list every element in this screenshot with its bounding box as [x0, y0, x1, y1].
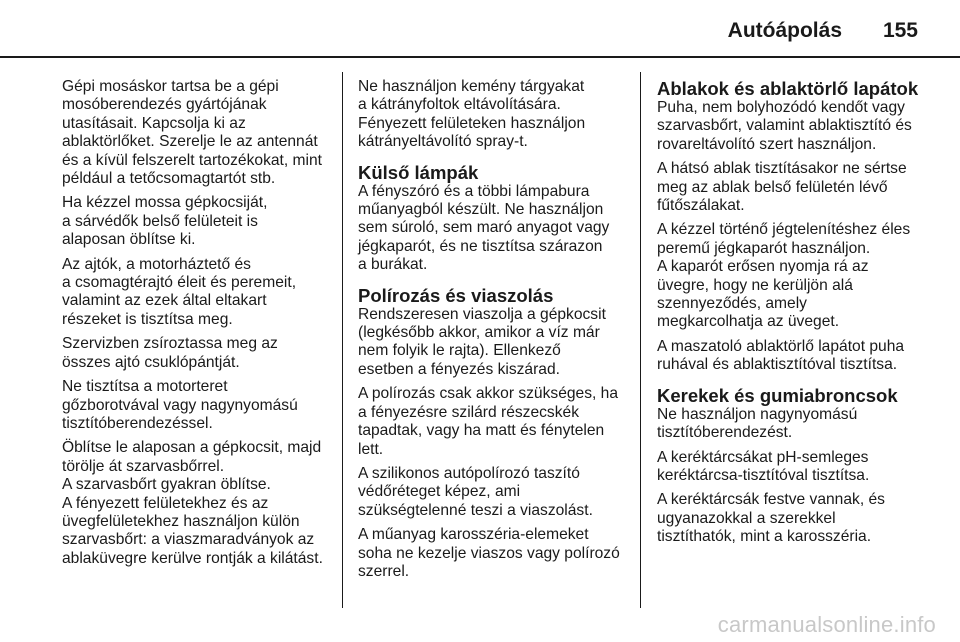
text-line: Öblítse le alaposan a gépkocsit, majd [62, 439, 322, 457]
text-line: A kézzel történő jégtelenítéshez éles [657, 221, 911, 239]
text-line: valamint az ezek által eltakart [62, 292, 267, 310]
text-line: Ne tisztítsa a motorteret [62, 378, 228, 396]
text-line: megkarcolhatja az üveget. [657, 313, 840, 331]
text-line: ugyanazokkal a szerekkel [657, 509, 836, 527]
text-line: tisztíthatók, mint a karosszéria. [657, 528, 872, 546]
text-line: jégkaparót, és ne tisztítsa szárazon [358, 237, 603, 255]
page-title: Autóápolás [727, 19, 842, 42]
text-line: A keréktárcsák festve vannak, és [657, 491, 885, 509]
paragraph [62, 78, 338, 188]
column-divider [640, 72, 641, 608]
paragraph [657, 99, 927, 154]
text-line: A szarvasbőrt gyakran öblítse. [62, 476, 271, 494]
text-line: A keréktárcsákat pH-semleges [657, 448, 869, 466]
column-3 [657, 78, 927, 553]
section-heading: Kerekek és gumiabroncsok [657, 384, 898, 406]
paragraph [657, 449, 927, 486]
text-line: szükségtelenné teszi a viaszolást. [358, 501, 593, 519]
text-line: gőzborotvával vagy nagynyomású [62, 396, 298, 414]
paragraph [358, 78, 628, 152]
text-line: összes ajtó csuklópántját. [62, 353, 240, 371]
text-line: törölje át szarvasbőrrel. [62, 457, 225, 475]
paragraph [657, 160, 927, 215]
text-line: soha ne kezelje viaszos vagy polírozó [358, 544, 620, 562]
column-divider [342, 72, 343, 608]
text-line: Ne használjon kemény tárgyakat [358, 78, 585, 95]
paragraph [62, 194, 338, 249]
text-line: műanyagból készült. Ne használjon [358, 201, 604, 219]
text-line: Ha kézzel mossa gépkocsiját, [62, 194, 268, 212]
text-line: lett. [358, 440, 384, 458]
text-line: Fényezett felületeken használjon [358, 114, 586, 132]
text-line: ablaktörlőket. Szerelje le az antennát [62, 133, 318, 151]
page-number: 155 [882, 19, 918, 42]
section-heading: Ablakok és ablaktörlő lapátok [657, 78, 919, 99]
text-line: Rendszeresen viaszolja a gépkocsit [358, 305, 606, 323]
paragraph [657, 338, 927, 375]
text-line: (legkésőbb akkor, amikor a víz már [358, 324, 600, 342]
paragraph [62, 256, 338, 330]
text-line: és a kívül felszerelt tartozékokat, mint [62, 151, 322, 169]
text-line: üvegfelületekhez használjon külön [62, 512, 300, 530]
text-line: A kaparót erősen nyomja rá az [657, 258, 869, 276]
paragraph [62, 378, 338, 433]
section-heading: Külső lámpák [358, 161, 479, 183]
text-line: sem súroló, sem maró anyagot vagy [358, 219, 610, 237]
text-line: A fényszóró és a többi lámpabura [358, 182, 590, 200]
text-line: A hátsó ablak tisztításakor ne sértse [657, 160, 907, 178]
text-line: a sárvédők belső felületeit is [62, 212, 258, 230]
text-line: tisztítóberendezéssel. [62, 414, 213, 432]
text-line: ruhával és ablaktisztítóval tisztítsa. [657, 356, 898, 374]
watermark: carmanualsonline.info [717, 612, 936, 637]
text-line: Szervizben zsíroztassa meg az [62, 335, 278, 353]
text-line: a fényezésre szilárd részecskék [358, 403, 580, 421]
paragraph [62, 439, 338, 568]
text-line: szarvasbőrt: a viaszmaradványok az [62, 531, 315, 549]
paragraph [358, 183, 628, 275]
text-line: a burákat. [358, 256, 428, 274]
text-line: meg az ablak belső felületén lévő [657, 178, 888, 196]
section-heading: Polírozás és viaszolás [358, 284, 554, 306]
header-divider [0, 56, 960, 58]
text-line: esetben a fényezés kiszárad. [358, 360, 560, 378]
paragraph [657, 221, 927, 331]
text-line: védőréteget képez, ami [358, 483, 521, 501]
paragraph [358, 465, 628, 520]
text-line: alaposan öblítse ki. [62, 231, 196, 249]
text-line: tapadtak, vagy ha matt és fénytelen [358, 422, 605, 440]
text-line: szarvasbőrt, valamint ablaktisztító és [657, 117, 912, 135]
text-line: A szilikonos autópolírozó taszító [358, 464, 580, 482]
text-line: szerrel. [358, 562, 410, 580]
text-line: például a tetőcsomagtartót stb. [62, 170, 276, 188]
text-line: részeket is tisztítsa meg. [62, 310, 233, 328]
paragraph [657, 491, 927, 546]
page-header [0, 0, 960, 56]
text-line: ablaküvegre kerülve rontják a kilátást. [62, 549, 323, 567]
text-line: A fényezett felületekhez és az [62, 494, 269, 512]
text-line: Gépi mosáskor tartsa be a gépi [62, 78, 279, 95]
text-line: utasításait. Kapcsolja ki az [62, 114, 246, 132]
text-line: kátrányeltávolító spray-t. [358, 133, 528, 151]
text-line: A műanyag karosszéria-elemeket [358, 526, 589, 544]
text-line: Ne használjon nagynyomású [657, 405, 858, 423]
text-line: üvegre, hogy ne kerüljön alá [657, 276, 853, 294]
text-line: rovareltávolító szert használjon. [657, 135, 877, 153]
text-line: Puha, nem bolyhozódó kendőt vagy [657, 99, 905, 116]
text-line: mosóberendezés gyártójának [62, 96, 267, 114]
text-line: keréktárcsa-tisztítóval tisztítsa. [657, 466, 870, 484]
text-line: nem folyik le rajta). Ellenkező [358, 342, 561, 360]
column-2 [358, 78, 628, 587]
paragraph [358, 306, 628, 380]
text-line: fűtőszálakat. [657, 197, 745, 215]
text-line: a kátrányfoltok eltávolítására. [358, 96, 561, 114]
paragraph [62, 335, 338, 372]
text-line: Az ajtók, a motorháztető és [62, 255, 251, 273]
paragraph [657, 406, 927, 443]
text-line: tisztítóberendezést. [657, 424, 793, 442]
text-line: A polírozás csak akkor szükséges, ha [358, 385, 619, 403]
paragraph [358, 526, 628, 581]
text-line: a csomagtérajtó éleit és peremeit, [62, 274, 297, 292]
column-1 [62, 78, 338, 574]
text-line: A maszatoló ablaktörlő lapátot puha [657, 337, 905, 355]
text-line: szennyeződés, amely [657, 295, 807, 313]
text-line: peremű jégkaparót használjon. [657, 239, 871, 257]
paragraph [358, 385, 628, 459]
